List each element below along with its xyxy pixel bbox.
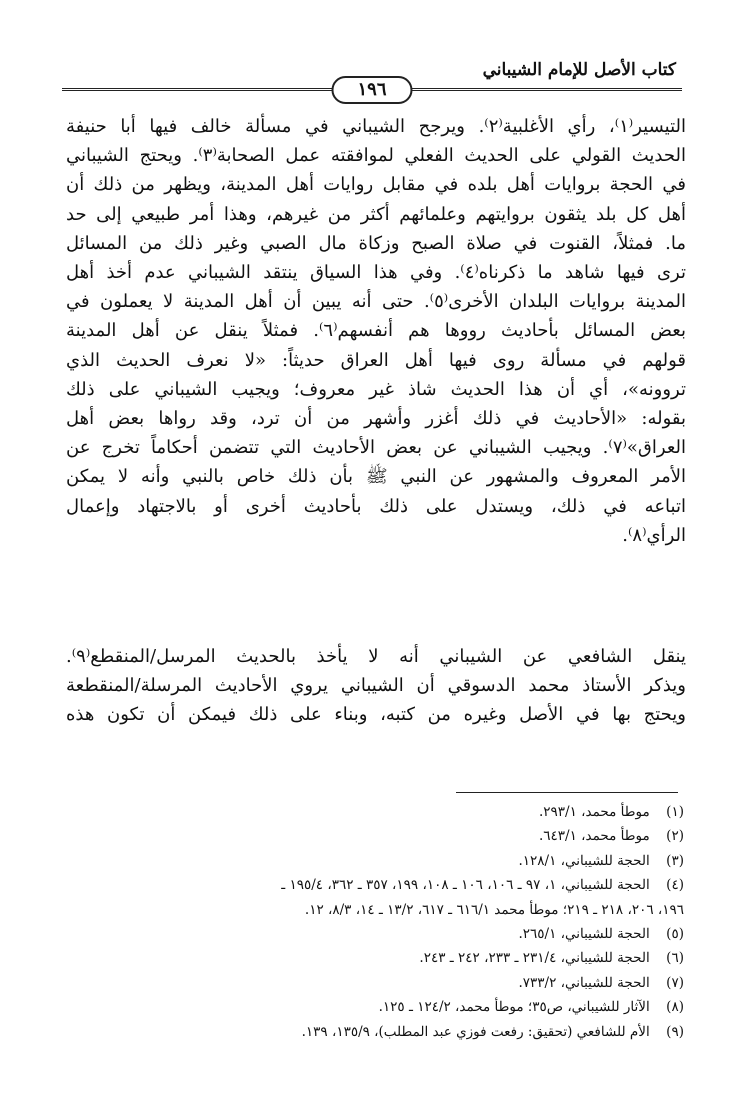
footnote-text: الحجة للشيباني، ١، ٩٧ ـ ١٠٦، ١٠٦ ـ ١٠٨، ١٩٩، ٣٥٧ ـ ٣٦٢، ١٩٥/٤ ـ	[281, 877, 654, 894]
text-line: ما. فمثلاً، القنوت في صلاة الصبح وزكاة مال الصبي وغير ذلك من المسائل	[66, 232, 686, 254]
footnote-number: (٥)	[666, 926, 684, 943]
page-header	[62, 48, 682, 108]
text-line: ترى فيها شاهد ما ذكرناه⁽٤⁾. وفي هذا السياق ينتقد الشيباني عدم أخذ أهل	[66, 262, 687, 284]
footnote-number: (٢)	[666, 828, 684, 845]
text-line: اتباعه في ذلك، ويستدل على ذلك بأحاديث أخرى أو بالاجتهاد وإعمال	[66, 495, 686, 517]
footnote-item	[60, 946, 684, 970]
footnote-text: الحجة للشيباني، ٧٣٣/٢.	[518, 974, 654, 991]
text-line: قولهم في مسألة روى فيها أهل العراق حديثاً: «لا نعرف الحديث الذي	[66, 349, 686, 371]
text-line: بقوله: «الأحاديث في ذلك أغزر وأشهر من أن ترد، وقد رواها بعض أهل	[66, 408, 686, 430]
text-line: المدينة بروايات البلدان الأخرى⁽٥⁾. حتى أنه يبين أن أهل المدينة لا يعملون في	[66, 291, 686, 313]
text-line: الحديث القولي على الحديث الفعلي لموافقته عمل الصحابة⁽٣⁾. ويحتج الشيباني	[66, 145, 686, 167]
second-paragraph	[66, 642, 686, 729]
text-line: العراق»⁽٧⁾. ويجيب الشيباني عن بعض الأحاديث التي تتضمن أحكاماً تخرج عن	[66, 437, 686, 459]
footnote-text: الآثار للشيباني، ص٣٥؛ موطأ محمد، ١٢٤/٢ ـ ١٢٥.	[378, 999, 654, 1016]
footnote-number: (٩)	[666, 1023, 684, 1040]
text-line: بعض المسائل بأحاديث رووها هم أنفسهم⁽٦⁾. فمثلاً ينقل عن أهل المدينة	[66, 320, 686, 342]
text-line: الأمر المعروف والمشهور عن النبي ﷺ بأن ذلك خاص بالنبي وأنه لا يمكن	[66, 466, 686, 488]
page-number: ١٩٦	[331, 76, 412, 104]
footnote-number: (٨)	[666, 999, 684, 1016]
footnote-text: الحجة للشيباني، ١٢٨/١.	[518, 852, 654, 869]
text-line: الرأي⁽٨⁾.	[622, 524, 686, 546]
text-line: ويحتج بها في الأصل وغيره من كتبه، وبناء على ذلك فيمكن أن تكون هذه	[66, 704, 686, 725]
footnote-text: موطأ محمد، ٢٩٣/١.	[539, 804, 654, 820]
footnote-number: (٣)	[666, 852, 684, 869]
footnote-item	[60, 922, 684, 946]
footnote-item	[60, 995, 684, 1019]
footnote-number: (٦)	[666, 950, 684, 967]
main-paragraph	[66, 112, 686, 550]
footnote-continuation: ١٩٦، ٢٠٦، ٢١٨ ـ ٢١٩؛ موطأ محمد ٦١٦/١ ـ ٦١٧، ١٣/٢ ـ ١٤، ٨/٣، ١٢.	[304, 901, 684, 918]
footnote-text: الأم للشافعي (تحقيق: رفعت فوزي عبد المطلب)، ١٣٥/٩، ١٣٩.	[301, 1023, 654, 1040]
footnote-item	[60, 849, 684, 873]
footnote-item	[60, 1020, 684, 1044]
text-line: أهل كل بلد يثقون بروايتهم وعلمائهم أكثر من غيرهم، وهذا أمر طبيعي إلى حد	[66, 203, 686, 225]
footnote-text: الحجة للشيباني، ٢٣١/٤ ـ ٢٣٣، ٢٤٢ ـ ٢٤٣.	[419, 950, 654, 967]
text-line: التيسير⁽١⁾، رأي الأغلبية⁽٢⁾. ويرجح الشيباني في مسألة خالف فيها أبا حنيفة	[66, 116, 686, 137]
text-line: تروونه»، أي أن هذا الحديث شاذ غير معروف؛ ويجيب الشيباني على ذلك	[66, 378, 686, 400]
footnotes-list	[60, 800, 684, 1044]
text-line: ويذكر الأستاذ محمد الدسوقي أن الشيباني يروي الأحاديث المرسلة/المنقطعة	[66, 675, 686, 696]
footnote-item	[60, 824, 684, 848]
footnote-item	[60, 800, 684, 824]
footnote-number: (١)	[666, 804, 684, 820]
footnote-text: الحجة للشيباني، ٢٦٥/١.	[518, 926, 654, 943]
footnote-number: (٤)	[666, 877, 684, 894]
running-title: كتاب الأصل للإمام الشيباني	[482, 60, 676, 80]
footnote-item	[60, 873, 684, 897]
footnote-separator	[456, 792, 678, 793]
footnote-number: (٧)	[666, 974, 684, 991]
footnote-text: موطأ محمد، ٦٤٣/١.	[539, 828, 654, 845]
text-line: ينقل الشافعي عن الشيباني أنه لا يأخذ بالحديث المرسل/المنقطع⁽٩⁾.	[66, 646, 686, 667]
footnote-item	[60, 971, 684, 995]
text-line: في الحجة بروايات أهل بلده في مقابل روايات أهل المدينة، ويظهر من ذلك أن	[66, 174, 686, 196]
